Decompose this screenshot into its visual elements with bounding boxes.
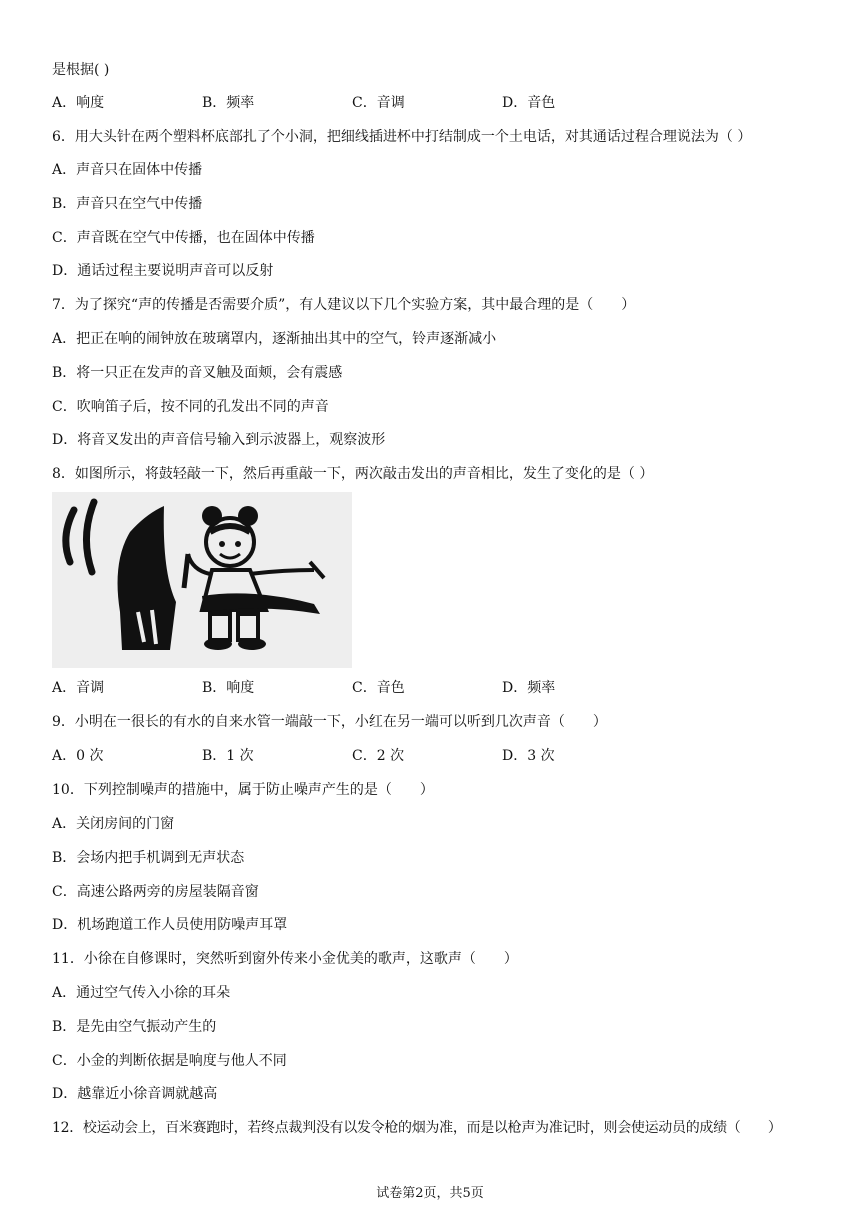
q5-option-c: C．音调	[352, 95, 405, 111]
q6-option-c: C．声音既在空气中传播，也在固体中传播	[52, 230, 315, 246]
q6-option-a: A．声音只在固体中传播	[52, 162, 203, 178]
q5-option-d: D．音色	[502, 95, 556, 111]
q10-stem: 10．下列控制噪声的措施中，属于防止噪声产生的是（ ）	[52, 782, 434, 798]
q6-stem: 6．用大头针在两个塑料杯底部扎了个小洞，把细线插进杯中打结制成一个土电话，对其通话过程合理说法为（ ）	[52, 129, 752, 145]
drum-figure	[52, 492, 352, 668]
q8-stem: 8．如图所示，将鼓轻敲一下，然后再重敲一下，两次敲击发出的声音相比，发生了变化的是（ ）	[52, 466, 654, 482]
q5-option-b: B．频率	[202, 95, 255, 111]
q11-option-c: C．小金的判断依据是响度与他人不同	[52, 1053, 287, 1069]
q10-option-a: A．关闭房间的门窗	[52, 816, 175, 832]
q10-option-b: B．会场内把手机调到无声状态	[52, 850, 245, 866]
q11-option-b: B．是先由空气振动产生的	[52, 1019, 217, 1035]
q7-option-a: A．把正在响的闹钟放在玻璃罩内，逐渐抽出其中的空气，铃声逐渐减小	[52, 331, 497, 347]
q7-option-c: C．吹响笛子后，按不同的孔发出不同的声音	[52, 399, 329, 415]
page-footer: 试卷第2页，共5页	[376, 1186, 484, 1201]
q9-option-d: D．3 次	[502, 748, 555, 764]
q5-option-a: A．响度	[52, 95, 105, 111]
q7-stem: 7．为了探究“声的传播是否需要介质”，有人建议以下几个实验方案，其中最合理的是（ ）	[52, 297, 636, 313]
q8-option-c: C．音色	[352, 680, 405, 696]
q8-option-b: B．响度	[202, 680, 255, 696]
q10-option-d: D．机场跑道工作人员使用防噪声耳罩	[52, 917, 288, 933]
q11-stem: 11．小徐在自修课时，突然听到窗外传来小金优美的歌声，这歌声（ ）	[52, 951, 518, 967]
q6-option-b: B．声音只在空气中传播	[52, 196, 203, 212]
q6-option-d: D．通话过程主要说明声音可以反射	[52, 263, 274, 279]
q11-option-a: A．通过空气传入小徐的耳朵	[52, 985, 231, 1001]
q5-stem-tail: 是根据( )	[52, 62, 110, 78]
q9-option-a: A．0 次	[52, 748, 104, 764]
q10-option-c: C．高速公路两旁的房屋装隔音窗	[52, 884, 259, 900]
drum-girl-illustration	[52, 492, 352, 668]
q7-option-d: D．将音叉发出的声音信号输入到示波器上，观察波形	[52, 432, 386, 448]
q8-option-d: D．频率	[502, 680, 556, 696]
q9-option-c: C．2 次	[352, 748, 405, 764]
q9-stem: 9．小明在一很长的有水的自来水管一端敲一下，小红在另一端可以听到几次声音（ ）	[52, 714, 607, 730]
q7-option-b: B．将一只正在发声的音叉触及面颊，会有震感	[52, 365, 343, 381]
q8-option-a: A．音调	[52, 680, 105, 696]
q11-option-d: D．越靠近小徐音调就越高	[52, 1086, 218, 1102]
q12-stem: 12．校运动会上，百米赛跑时，若终点裁判没有以发令枪的烟为准，而是以枪声为准记时，则会使运动员的成绩（ ）	[52, 1120, 782, 1136]
q9-option-b: B．1 次	[202, 748, 254, 764]
